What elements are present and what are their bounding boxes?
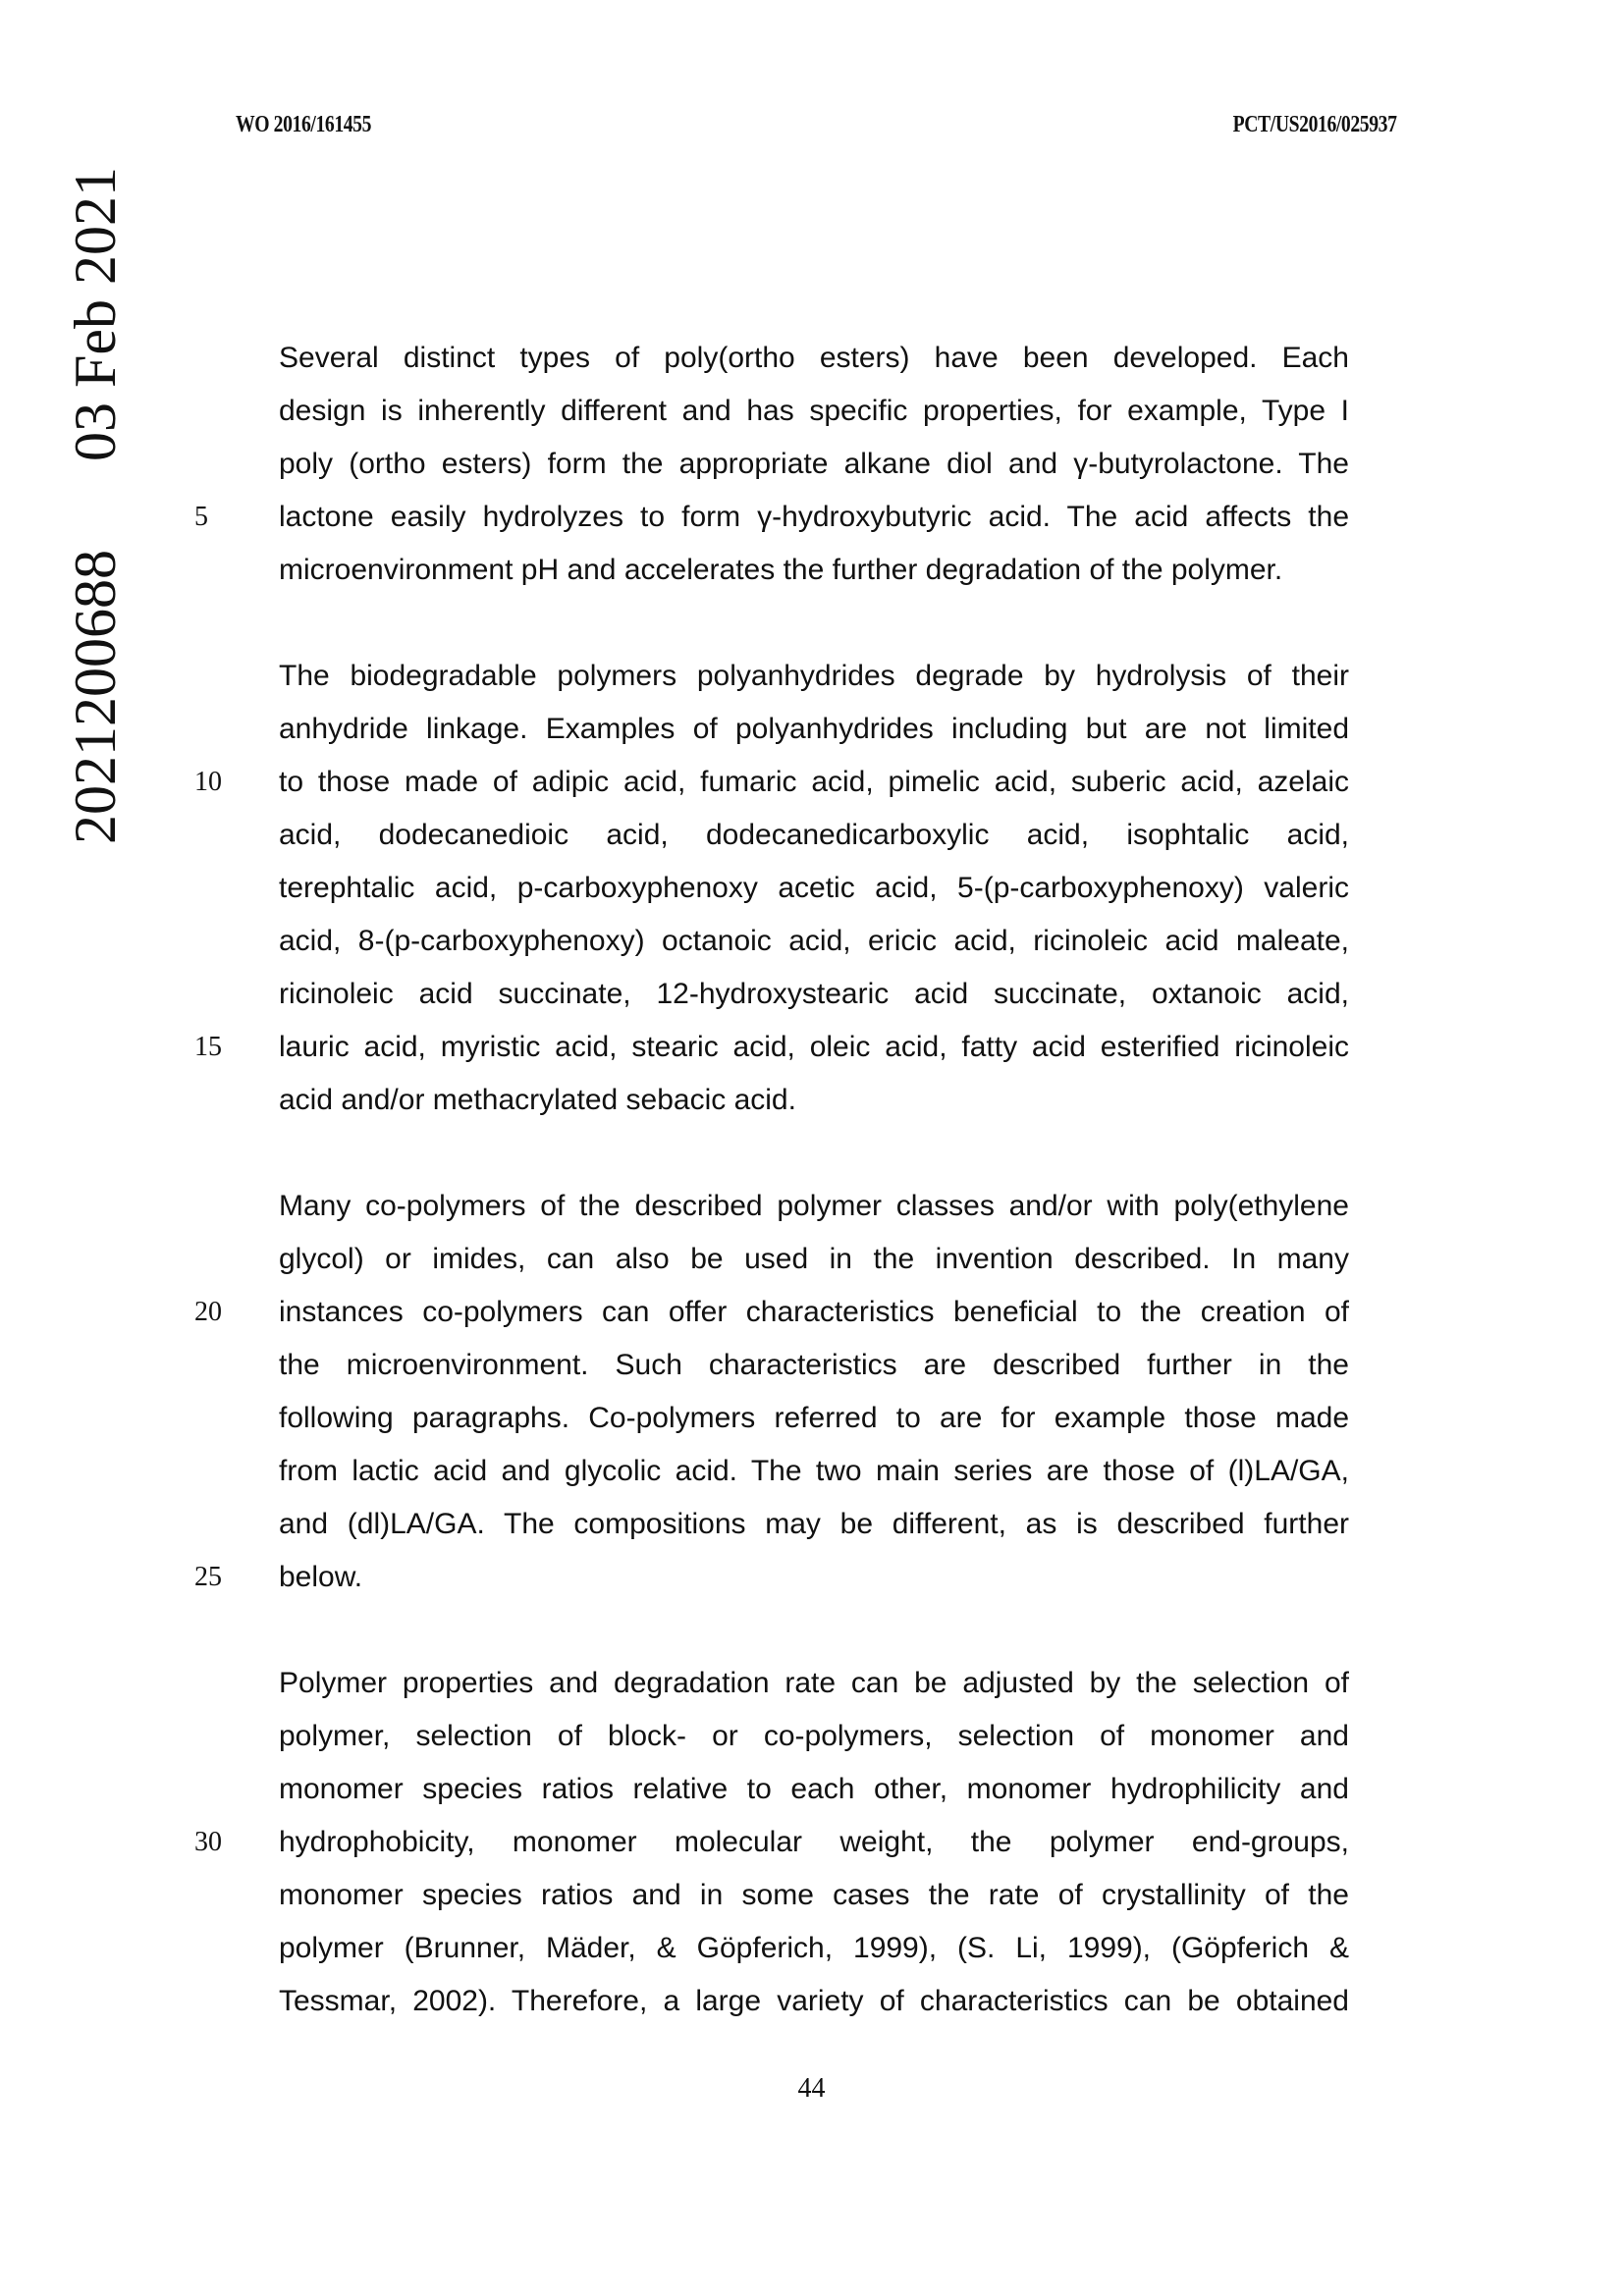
paragraph-polymer-properties [194,1657,1349,2028]
text-line: 10 to those made of adipic acid, fumaric acid, pimelic acid, suberic acid, azelaic [279,756,1349,809]
paragraph-poly-ortho-esters [194,332,1349,597]
text-line: Tessmar, 2002). Therefore, a large variety of characteristics can be obtained [279,1985,1349,2017]
text-line: acid and/or methacrylated sebacic acid. [279,1084,796,1116]
text-line: the microenvironment. Such characteristics are described further in the [279,1349,1349,1381]
paragraph-polyanhydrides [194,650,1349,1127]
text-line: 30 hydrophobicity, monomer molecular weight, the polymer end-groups, [279,1816,1349,1869]
line-number: 30 [194,1827,222,1857]
text-line: polymer, selection of block- or co-polymers, selection of monomer and [279,1720,1349,1752]
text-line: 25 below. [279,1551,1349,1604]
paragraph-co-polymers [194,1180,1349,1604]
text-line: design is inherently different and has specific properties, for example, Type I [279,395,1349,427]
side-date: 03 Feb 2021 [63,167,128,461]
text-line: 20 instances co-polymers can offer characteristics beneficial to the creation of [279,1286,1349,1339]
line-number: 10 [194,767,222,797]
side-stamp [51,167,139,844]
line-number: 25 [194,1562,222,1592]
text-line: following paragraphs. Co-polymers referred to are for example those made [279,1402,1349,1434]
side-document-number: 2021200688 [63,550,128,844]
line-number: 20 [194,1297,222,1327]
text-line: acid, 8-(p-carboxyphenoxy) octanoic acid, ericic acid, ricinoleic acid maleate, [279,925,1349,957]
text-line: and (dl)LA/GA. The compositions may be different, as is described further [279,1508,1349,1540]
text-line: 5 lactone easily hydrolyzes to form γ-hydroxybutyric acid. The acid affects the [279,491,1349,544]
application-number: PCT/US2016/025937 [1233,112,1397,137]
page-number: 44 [797,2073,826,2104]
text-line: from lactic acid and glycolic acid. The two main series are those of (l)LA/GA, [279,1455,1349,1487]
text-line: monomer species ratios and in some cases the rate of crystallinity of the [279,1879,1349,1911]
publication-number: WO 2016/161455 [236,112,372,137]
text-line: 15 lauric acid, myristic acid, stearic acid, oleic acid, fatty acid esterified ricinoleic [279,1021,1349,1074]
text-line: Several distinct types of poly(ortho esters) have been developed. Each [279,342,1349,374]
text-line: monomer species ratios relative to each other, monomer hydrophilicity and [279,1773,1349,1805]
text-line: polymer (Brunner, Mäder, & Göpferich, 1999), (S. Li, 1999), (Göpferich & [279,1932,1349,1964]
text-line: poly (ortho esters) form the appropriate alkane diol and γ-butyrolactone. The [279,448,1349,480]
text-line: microenvironment pH and accelerates the further degradation of the polymer. [279,554,1283,586]
line-number: 15 [194,1032,222,1062]
text-line: Polymer properties and degradation rate can be adjusted by the selection of [279,1667,1349,1699]
text-line: acid, dodecanedioic acid, dodecanedicarboxylic acid, isophtalic acid, [279,819,1349,851]
text-line: Many co-polymers of the described polymer classes and/or with poly(ethylene [279,1190,1349,1222]
text-line: glycol) or imides, can also be used in the invention described. In many [279,1243,1349,1275]
text-line: The biodegradable polymers polyanhydrides degrade by hydrolysis of their [279,660,1349,692]
text-line: ricinoleic acid succinate, 12-hydroxystearic acid succinate, oxtanoic acid, [279,978,1349,1010]
text-line: anhydride linkage. Examples of polyanhydrides including but are not limited [279,713,1349,745]
body-text [194,332,1349,2081]
line-number: 5 [194,502,208,532]
text-line: terephtalic acid, p-carboxyphenoxy acetic acid, 5-(p-carboxyphenoxy) valeric [279,872,1349,904]
